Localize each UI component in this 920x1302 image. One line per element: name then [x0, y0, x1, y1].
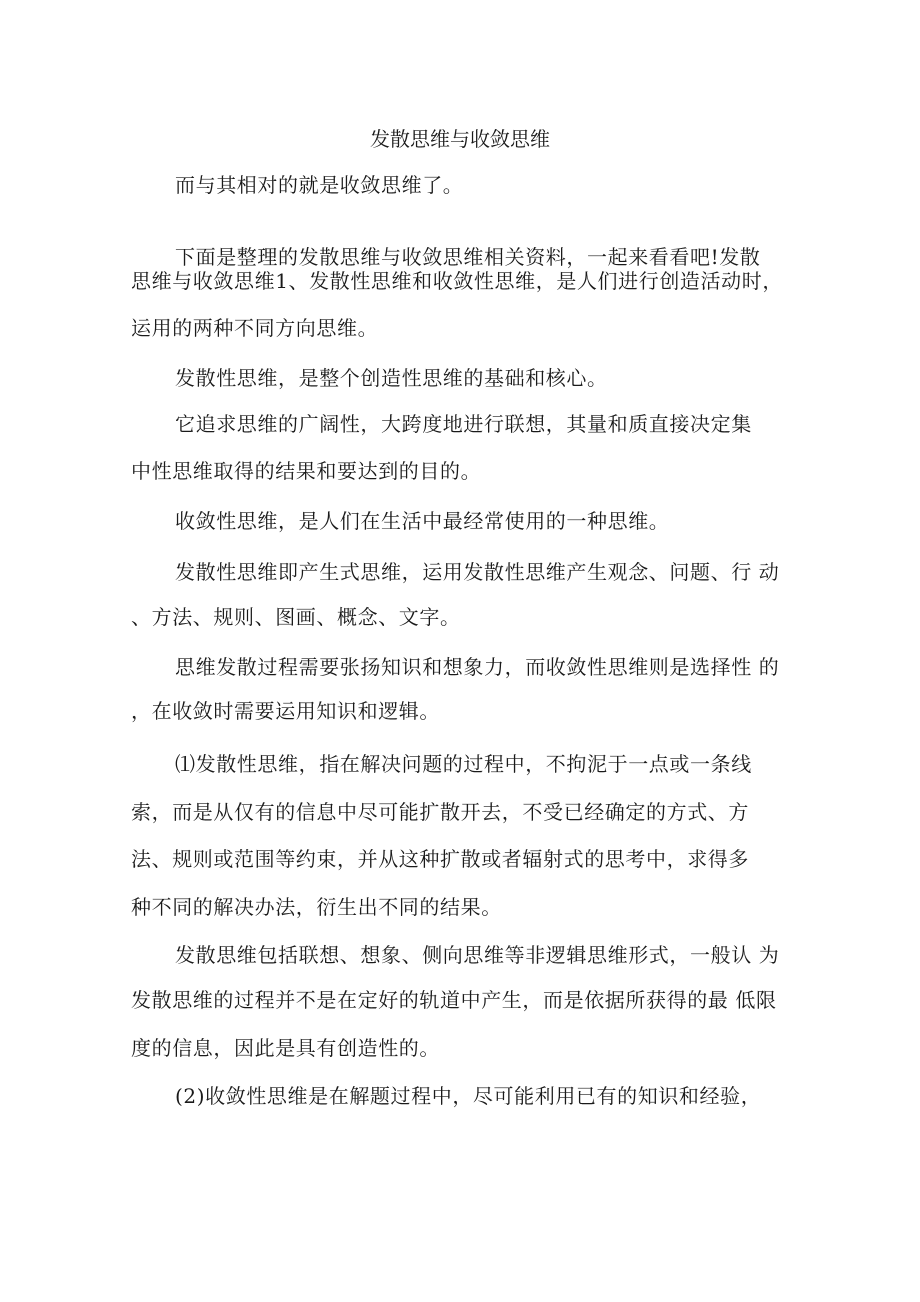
text-line: 发散思维包括联想、想象、侧向思维等非逻辑思维形式，一般认 为	[175, 943, 780, 967]
text-line: 它追求思维的广阔性，大跨度地进行联想，其量和质直接决定集	[175, 412, 752, 436]
text-line: 法、规则或范围等约束，并从这种扩散或者辐射式的思考中，求得多	[131, 847, 749, 871]
text-line: 索，而是从仅有的信息中尽可能扩散开去，不受已经确定的方式、方	[131, 800, 749, 824]
text-line: 种不同的解决办法，衍生出不同的结果。	[131, 895, 502, 919]
text-line: 思维与收敛思维1、发散性思维和收敛性思维，是人们进行创造活动时，	[131, 269, 783, 293]
text-line: 下面是整理的发散思维与收敛思维相关资料，一起来看看吧!发散	[175, 245, 761, 269]
text-line: 发散性思维，是整个创造性思维的基础和核心。	[175, 366, 608, 390]
text-line: 中性思维取得的结果和要达到的目的。	[131, 459, 482, 483]
text-line: ，在收敛时需要运用知识和逻辑。	[131, 699, 440, 723]
text-line: 思维发散过程需要张扬知识和想象力，而收敛性思维则是选择性 的	[175, 655, 780, 679]
text-line: 、方法、规则、图画、概念、文字。	[131, 605, 461, 629]
text-line: ⑴发散性思维，指在解决问题的过程中，不拘泥于一点或一条线	[175, 752, 752, 776]
text-line: 收敛性思维，是人们在生活中最经常使用的一种思维。	[175, 509, 670, 533]
text-line: (2)收敛性思维是在解题过程中，尽可能利用已有的知识和经验，	[175, 1084, 762, 1108]
text-line: 而与其相对的就是收敛思维了。	[175, 173, 464, 197]
text-line: 发散思维的过程并不是在定好的轨道中产生，而是依据所获得的最 低限	[131, 988, 777, 1012]
text-line: 运用的两种不同方向思维。	[131, 316, 379, 340]
document-title: 发散思维与收敛思维	[370, 127, 550, 151]
text-line: 发散性思维即产生式思维，运用发散性思维产生观念、问题、行 动	[175, 560, 780, 584]
text-line: 度的信息，因此是具有创造性的。	[131, 1036, 440, 1060]
